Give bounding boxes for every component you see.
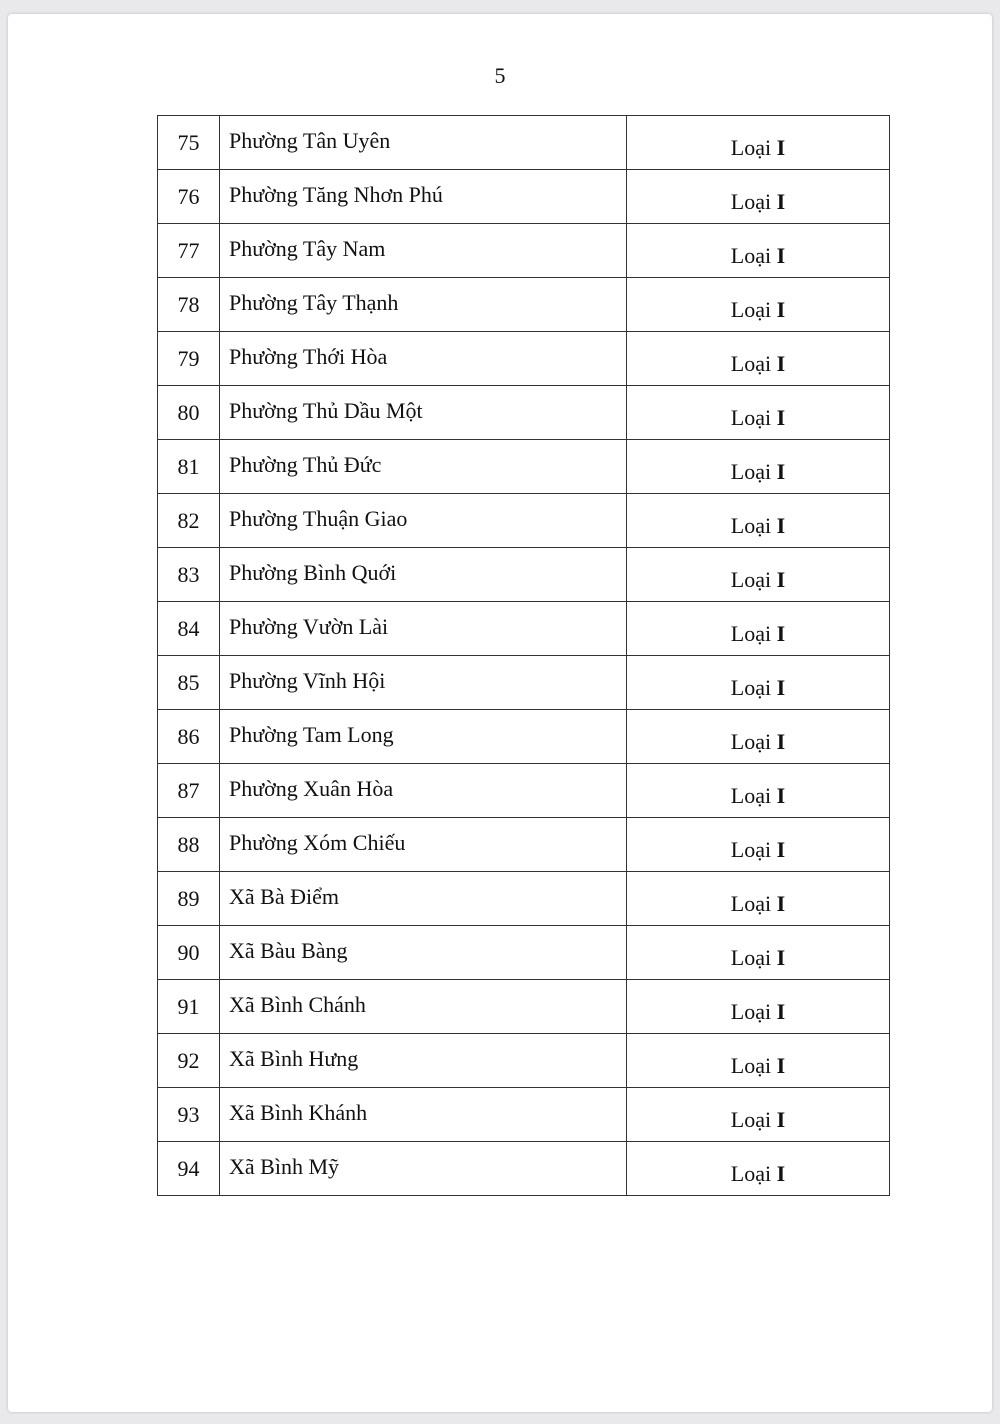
unit-type-cell (627, 494, 890, 548)
unit-type-grade: I (776, 512, 786, 538)
row-number-cell: 90 (158, 926, 220, 980)
unit-name-cell: Xã Bình Khánh (220, 1088, 627, 1142)
unit-type-prefix: Loại (730, 296, 772, 322)
table-row (158, 656, 890, 710)
unit-type-cell (627, 224, 890, 278)
unit-type-cell (627, 980, 890, 1034)
table-row (158, 980, 890, 1034)
unit-type-cell (627, 656, 890, 710)
unit-name-cell: Phường Thủ Dầu Một (220, 386, 627, 440)
row-number-cell: 85 (158, 656, 220, 710)
unit-type-prefix: Loại (730, 890, 772, 916)
row-number-cell: 82 (158, 494, 220, 548)
unit-name-cell: Phường Tây Nam (220, 224, 627, 278)
unit-name-cell: Phường Tân Uyên (220, 116, 627, 170)
unit-type-prefix: Loại (730, 620, 772, 646)
unit-type-prefix: Loại (730, 1052, 772, 1078)
row-number-cell: 92 (158, 1034, 220, 1088)
table-row (158, 494, 890, 548)
unit-name-cell: Phường Vườn Lài (220, 602, 627, 656)
unit-type-cell (627, 1088, 890, 1142)
unit-name-cell: Phường Thủ Đức (220, 440, 627, 494)
row-number-cell: 77 (158, 224, 220, 278)
table-row (158, 1088, 890, 1142)
row-number-cell: 79 (158, 332, 220, 386)
table-row (158, 548, 890, 602)
unit-name-cell: Phường Tây Thạnh (220, 278, 627, 332)
unit-name-cell: Phường Xuân Hòa (220, 764, 627, 818)
row-number-cell: 89 (158, 872, 220, 926)
row-number-cell: 83 (158, 548, 220, 602)
row-number-cell: 91 (158, 980, 220, 1034)
unit-type-cell (627, 764, 890, 818)
unit-type-grade: I (776, 1160, 786, 1186)
row-number-cell: 87 (158, 764, 220, 818)
unit-type-prefix: Loại (730, 782, 772, 808)
unit-type-prefix: Loại (730, 512, 772, 538)
unit-type-prefix: Loại (730, 1160, 772, 1186)
unit-type-cell (627, 710, 890, 764)
unit-type-prefix: Loại (730, 404, 772, 430)
unit-type-grade: I (776, 620, 786, 646)
unit-type-prefix: Loại (730, 1106, 772, 1132)
unit-type-grade: I (776, 944, 786, 970)
unit-type-cell (627, 926, 890, 980)
table-row (158, 926, 890, 980)
administrative-unit-table (157, 115, 890, 1196)
table-row (158, 602, 890, 656)
row-number-cell: 94 (158, 1142, 220, 1196)
unit-type-grade: I (776, 134, 786, 160)
table-row (158, 386, 890, 440)
unit-name-cell: Phường Tăng Nhơn Phú (220, 170, 627, 224)
unit-type-cell (627, 170, 890, 224)
unit-type-prefix: Loại (730, 134, 772, 160)
page-number: 5 (494, 63, 506, 88)
unit-name-cell: Xã Bà Điểm (220, 872, 627, 926)
row-number-cell: 93 (158, 1088, 220, 1142)
unit-type-cell (627, 1034, 890, 1088)
unit-type-prefix: Loại (730, 944, 772, 970)
row-number-cell: 80 (158, 386, 220, 440)
unit-type-grade: I (776, 566, 786, 592)
unit-name-cell: Xã Bình Hưng (220, 1034, 627, 1088)
unit-type-cell (627, 818, 890, 872)
row-number-cell: 88 (158, 818, 220, 872)
table-row (158, 116, 890, 170)
unit-type-cell (627, 602, 890, 656)
table-row (158, 710, 890, 764)
unit-type-prefix: Loại (730, 188, 772, 214)
table-row (158, 332, 890, 386)
table-row (158, 818, 890, 872)
unit-type-grade: I (776, 1052, 786, 1078)
table-row (158, 872, 890, 926)
unit-type-prefix: Loại (730, 674, 772, 700)
unit-name-cell: Xã Bình Mỹ (220, 1142, 627, 1196)
unit-type-prefix: Loại (730, 728, 772, 754)
unit-name-cell: Phường Bình Quới (220, 548, 627, 602)
table-row (158, 1034, 890, 1088)
row-number-cell: 78 (158, 278, 220, 332)
unit-type-grade: I (776, 728, 786, 754)
unit-name-cell: Phường Thuận Giao (220, 494, 627, 548)
unit-name-cell: Xã Bình Chánh (220, 980, 627, 1034)
unit-type-cell (627, 872, 890, 926)
unit-type-prefix: Loại (730, 566, 772, 592)
unit-type-grade: I (776, 674, 786, 700)
unit-type-grade: I (776, 836, 786, 862)
unit-name-cell: Phường Vĩnh Hội (220, 656, 627, 710)
table-row (158, 440, 890, 494)
table-row (158, 764, 890, 818)
unit-type-cell (627, 440, 890, 494)
row-number-cell: 76 (158, 170, 220, 224)
unit-name-cell: Xã Bàu Bàng (220, 926, 627, 980)
unit-type-prefix: Loại (730, 242, 772, 268)
unit-type-grade: I (776, 782, 786, 808)
unit-type-prefix: Loại (730, 998, 772, 1024)
table-row (158, 278, 890, 332)
unit-type-prefix: Loại (730, 458, 772, 484)
unit-type-cell (627, 386, 890, 440)
unit-type-prefix: Loại (730, 350, 772, 376)
unit-type-cell (627, 278, 890, 332)
unit-type-grade: I (776, 404, 786, 430)
unit-type-cell (627, 116, 890, 170)
unit-type-cell (627, 548, 890, 602)
table-row (158, 224, 890, 278)
table-body (158, 116, 890, 1196)
unit-type-grade: I (776, 890, 786, 916)
unit-type-grade: I (776, 188, 786, 214)
unit-type-cell (627, 1142, 890, 1196)
unit-type-grade: I (776, 998, 786, 1024)
table-row (158, 170, 890, 224)
row-number-cell: 84 (158, 602, 220, 656)
row-number-cell: 81 (158, 440, 220, 494)
unit-name-cell: Phường Thới Hòa (220, 332, 627, 386)
unit-type-grade: I (776, 296, 786, 322)
unit-type-grade: I (776, 242, 786, 268)
unit-type-cell (627, 332, 890, 386)
unit-type-grade: I (776, 350, 786, 376)
unit-name-cell: Phường Xóm Chiếu (220, 818, 627, 872)
unit-type-prefix: Loại (730, 836, 772, 862)
unit-name-cell: Phường Tam Long (220, 710, 627, 764)
table-row (158, 1142, 890, 1196)
unit-type-grade: I (776, 1106, 786, 1132)
unit-type-grade: I (776, 458, 786, 484)
row-number-cell: 86 (158, 710, 220, 764)
row-number-cell: 75 (158, 116, 220, 170)
